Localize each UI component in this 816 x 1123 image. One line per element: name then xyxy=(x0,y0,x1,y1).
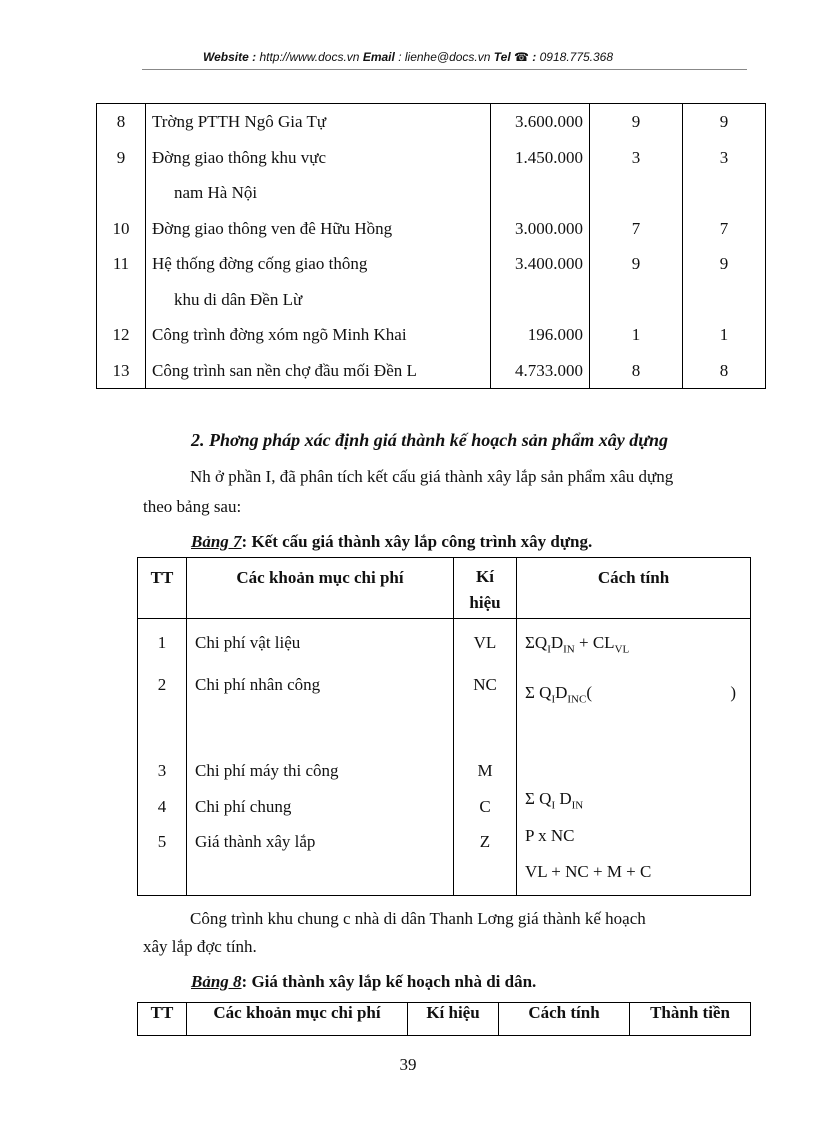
website-value[interactable]: http://www.docs.vn xyxy=(259,50,360,64)
cell-a: 7 xyxy=(590,211,683,247)
table-row xyxy=(138,667,751,717)
row5-tt: 5 xyxy=(138,824,187,860)
table-row xyxy=(97,104,766,140)
cell-no: 13 xyxy=(97,353,146,389)
row1-item: Chi phí vật liệu xyxy=(187,619,454,668)
sum-symbol: Σ xyxy=(525,683,540,703)
cell-b: 7 xyxy=(683,211,766,247)
row2-tt: 2 xyxy=(138,667,187,717)
email-value[interactable]: : lienhe@docs.vn xyxy=(398,50,491,64)
cell-b: 3 xyxy=(683,140,766,176)
cell-cost xyxy=(491,282,590,318)
table8-caption-text: : Giá thành xây lắp kế hoạch nhà di dân. xyxy=(241,972,537,991)
header-symbol: Kí hiệu xyxy=(408,1003,499,1036)
cell-a: 9 xyxy=(590,246,683,282)
plan-cost-table xyxy=(137,1002,751,1036)
cell-no: 9 xyxy=(97,140,146,176)
formula-q: Q xyxy=(534,633,548,652)
formula-sub: I xyxy=(551,693,556,706)
table-row xyxy=(138,824,751,860)
table-row-spacer xyxy=(138,718,751,754)
paragraph-2-line-2: xây lắp đợc tính. xyxy=(143,937,257,956)
cell-name: Công trình san nền chợ đầu mối Đền L xyxy=(146,353,491,389)
cell-name: Đờng giao thông khu vực xyxy=(146,140,491,176)
cell-no: 12 xyxy=(97,317,146,353)
formula-q: Q xyxy=(539,683,552,703)
row1-formula xyxy=(517,619,751,668)
table7-caption xyxy=(191,532,592,552)
table-row xyxy=(97,246,766,282)
row5-item: Giá thành xây lắp xyxy=(187,824,454,860)
cell-b: 9 xyxy=(683,246,766,282)
table-row xyxy=(97,140,766,176)
table-row xyxy=(138,619,751,668)
cell-a: 3 xyxy=(590,140,683,176)
formula-sub: I xyxy=(551,799,556,812)
page-number: 39 xyxy=(399,1055,417,1074)
spacer-cell xyxy=(187,860,454,896)
spacer-cell xyxy=(517,718,751,754)
table8-caption-label: Bảng 8 xyxy=(191,972,242,991)
cell-cost: 4.733.000 xyxy=(491,353,590,389)
cell-no: 11 xyxy=(97,246,146,282)
spacer-cell xyxy=(138,718,187,754)
row4-tt: 4 xyxy=(138,789,187,825)
table7-caption-text: : Kết cấu giá thành xây lắp công trình xây dựng. xyxy=(241,532,593,551)
cell-a: 1 xyxy=(590,317,683,353)
formula-sub: VL xyxy=(614,643,630,656)
row3-tt: 3 xyxy=(138,753,187,789)
table-row xyxy=(97,175,766,211)
cell-cost xyxy=(491,175,590,211)
table-row xyxy=(97,282,766,318)
cell-cost: 3.400.000 xyxy=(491,246,590,282)
formula-sub: I xyxy=(547,643,551,656)
formula-sub: IN xyxy=(571,799,584,812)
formula-sub: IN xyxy=(563,643,575,656)
cell-name: khu di dân Đền Lừ xyxy=(146,282,491,318)
cell-a xyxy=(590,282,683,318)
cell-cost: 196.000 xyxy=(491,317,590,353)
cell-b: 1 xyxy=(683,317,766,353)
paragraph-2-line-1: Công trình khu chung c nhà di dân Thanh Lơng giá thành kế hoạch xyxy=(190,909,646,928)
header-symbol xyxy=(454,558,517,619)
cell-name: Trờng PTTH Ngô Gia Tự xyxy=(146,104,491,140)
cell-b xyxy=(683,175,766,211)
table-row xyxy=(138,789,751,825)
cell-no xyxy=(97,175,146,211)
row2-formula xyxy=(517,667,751,717)
cell-name: nam Hà Nội xyxy=(146,175,491,211)
sum-symbol: Σ xyxy=(525,633,535,652)
table-row xyxy=(97,211,766,247)
formula-d: D xyxy=(555,788,572,808)
table8-caption xyxy=(191,972,536,992)
section-heading: 2. Phơng pháp xác định giá thành kế hoạch sản phẩm xây dựng xyxy=(191,430,669,450)
cell-b xyxy=(683,282,766,318)
cell-a: 9 xyxy=(590,104,683,140)
page-header xyxy=(0,50,816,64)
formula-open-paren: ( xyxy=(586,683,593,703)
formula-sub: INC xyxy=(567,693,587,706)
cell-a xyxy=(590,175,683,211)
cell-b: 8 xyxy=(683,353,766,389)
table-row xyxy=(138,753,751,789)
row1-symbol: VL xyxy=(454,619,517,668)
paragraph-1-line-1: Nh ở phần I, đã phân tích kết cấu giá thành xây lắp sản phẩm xâu dựng xyxy=(190,467,674,486)
table8-header-row xyxy=(138,1003,751,1036)
cell-no xyxy=(97,282,146,318)
spacer-cell xyxy=(454,860,517,896)
header-items: Các khoản mục chi phí xyxy=(187,1003,408,1036)
header-tt: TT xyxy=(138,558,187,619)
header-tt: TT xyxy=(138,1003,187,1036)
cell-cost: 3.000.000 xyxy=(491,211,590,247)
spacer-cell xyxy=(187,718,454,754)
cell-b: 9 xyxy=(683,104,766,140)
row3-symbol: M xyxy=(454,753,517,789)
header-symbol-line1: Kí xyxy=(476,567,494,586)
tel-label: Tel ☎ : xyxy=(493,50,537,64)
table7-header-row xyxy=(138,558,751,619)
table-row xyxy=(97,317,766,353)
sum-symbol: Σ xyxy=(525,788,540,808)
table7-caption-label: Bảng 7 xyxy=(191,532,242,551)
row5-symbol: Z xyxy=(454,824,517,860)
row2-item: Chi phí nhân công xyxy=(187,667,454,717)
spacer-cell xyxy=(138,860,187,896)
row4-formula: P x NC xyxy=(517,824,751,860)
table-row xyxy=(97,353,766,389)
cell-a: 8 xyxy=(590,353,683,389)
formula-plus: + CL xyxy=(574,633,615,652)
header-items: Các khoản mục chi phí xyxy=(187,558,454,619)
cell-name: Công trình đờng xóm ngõ Minh Khai xyxy=(146,317,491,353)
row3-formula xyxy=(517,789,751,825)
cell-name: Hệ thống đờng cống giao thông xyxy=(146,246,491,282)
email-label: Email xyxy=(362,50,395,64)
row3-item: Chi phí máy thi công xyxy=(187,753,454,789)
row3-formula-empty xyxy=(517,753,751,789)
table-row xyxy=(138,860,751,896)
cell-name: Đờng giao thông ven đê Hữu Hồng xyxy=(146,211,491,247)
tel-value: 0918.775.368 xyxy=(539,50,614,64)
cell-no: 8 xyxy=(97,104,146,140)
paragraph-1-line-2: theo bảng sau: xyxy=(143,497,242,516)
header-method: Cách tính xyxy=(517,558,751,619)
row4-item: Chi phí chung xyxy=(187,789,454,825)
formula-d: D xyxy=(550,633,564,652)
cell-cost: 1.450.000 xyxy=(491,140,590,176)
website-label: Website : xyxy=(202,50,257,64)
projects-table xyxy=(96,103,766,389)
row2-symbol: NC xyxy=(454,667,517,717)
spacer-cell xyxy=(454,718,517,754)
row4-symbol: C xyxy=(454,789,517,825)
row5-formula: VL + NC + M + C xyxy=(517,860,751,896)
cell-cost: 3.600.000 xyxy=(491,104,590,140)
formula-q: Q xyxy=(539,788,552,808)
cost-structure-table xyxy=(137,557,751,896)
header-symbol-line2: hiệu xyxy=(469,593,501,612)
header-method: Cách tính xyxy=(499,1003,630,1036)
header-amount: Thành tiền xyxy=(630,1003,751,1036)
formula-close-paren: ) xyxy=(730,683,736,703)
cell-no: 10 xyxy=(97,211,146,247)
header-divider xyxy=(142,69,747,70)
formula-d: D xyxy=(555,683,568,703)
row1-tt: 1 xyxy=(138,619,187,668)
